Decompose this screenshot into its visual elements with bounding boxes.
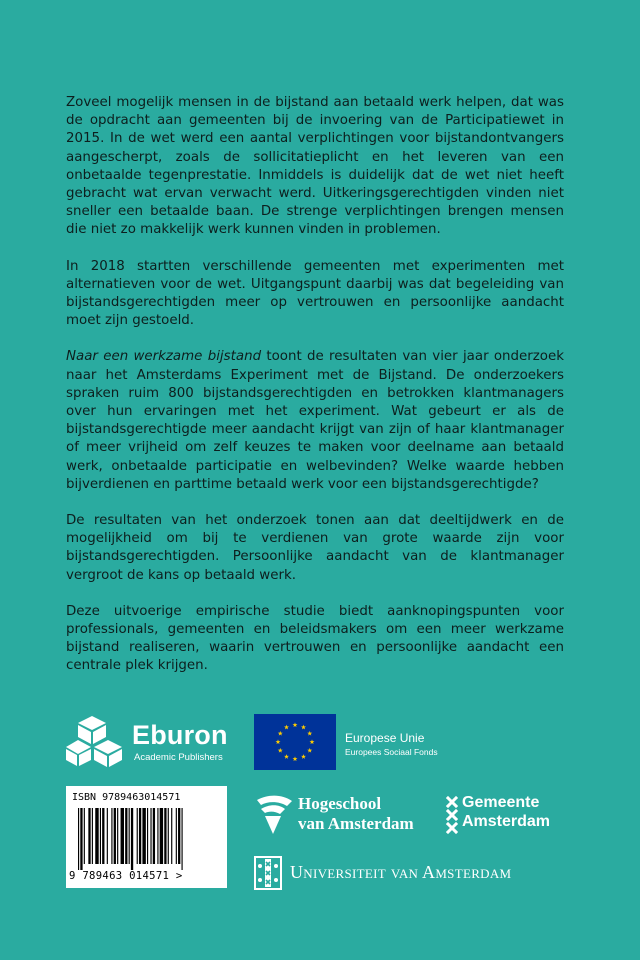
xxx-crosses-icon (446, 796, 458, 834)
barcode-bar (137, 808, 138, 864)
barcode-bar (125, 808, 127, 864)
barcode-bars (72, 808, 222, 870)
eburon-logo (66, 714, 236, 770)
uva-name: Universiteit van Amsterdam (290, 862, 512, 882)
eu-star-icon (284, 754, 289, 759)
eu-flag-icon (254, 714, 336, 770)
book-title: Naar een werkzame bijstand (66, 349, 262, 365)
barcode-bar (168, 808, 169, 864)
barcode-bar (157, 808, 158, 864)
barcode-bar (176, 808, 177, 864)
paragraph-5: Deze uitvoerige empirische studie biedt aanknopingspunten voor professionals, gemeenten en beleidsmakers om een meer werkzame bijstand realiseren, waarin vertrouwen en persoonlijke aandacht een centrale plek krijgen. (66, 603, 564, 674)
eu-name: Europese Unie (345, 731, 425, 745)
barcode-bar (160, 808, 163, 864)
back-cover-text (66, 94, 564, 694)
paragraph-2: In 2018 startten verschillende gemeenten met experimenten met alternatieven voor de wet. Uitgangspunt daarbij was dat begeleiding van bijstandsgerechtigden meer op vertrouwen en persoonlijke aandacht moet zijn gestoeld. (66, 258, 564, 329)
eu-star-icon (307, 748, 312, 753)
barcode-bar (114, 808, 116, 864)
eu-star-icon (307, 731, 312, 736)
eu-star-icon (310, 739, 315, 744)
barcode-bar (117, 808, 118, 864)
barcode-bar (88, 808, 90, 864)
barcode-bar (84, 808, 85, 864)
gemeente-line1: Gemeente (462, 794, 540, 811)
eburon-subtitle: Academic Publishers (134, 752, 223, 763)
eburon-cubes-icon (66, 714, 126, 768)
barcode-bar (142, 808, 145, 864)
eu-star-icon (293, 722, 298, 727)
barcode-bar (164, 808, 166, 864)
eu-fund: Europees Sociaal Fonds (345, 747, 438, 757)
barcode-bar (153, 808, 155, 864)
eu-logo (254, 714, 464, 770)
eu-star-icon (301, 754, 306, 759)
hva-logo (254, 794, 444, 838)
barcode-bar (92, 808, 93, 864)
barcode-bar (80, 808, 82, 870)
hva-line1: Hogeschool (298, 794, 382, 813)
barcode-bar (131, 808, 133, 870)
paragraph-1: Zoveel mogelijk mensen in de bijstand aan betaald werk helpen, dat was de opdracht aan gemeenten bij de invoering van de Participatiewet in 2015. In de wet werd een aantal verplichtingen voor bijstandontvangers aangescherpt, zoals de sollicitatieplicht en het leveren van een onbetaalde tegenprestatie. Inmiddels is duidelijk dat de wet niet heeft gebracht wat ervan verwacht werd. Uitkeringsgerechtigden vinden niet sneller een betaalde baan. De strenge verplichtingen brengen mensen die niet zo makkelijk werk kunnen vinden in problemen. (66, 95, 564, 238)
uva-logo (254, 856, 564, 892)
eu-star-icon (301, 725, 306, 730)
eburon-name: Eburon (132, 720, 228, 750)
barcode-bar (139, 808, 141, 864)
eu-star-icon (276, 739, 281, 744)
paragraph-4: De resultaten van het onderzoek tonen aan dat deeltijdwerk en de mogelijkheid om bij te verdienen van grote waarde zijn voor bijstandsgerechtigden. Persoonlijke aandacht van de klantmanager vergroot de kans op betaald werk. (66, 513, 564, 583)
barcode-bar (102, 808, 104, 864)
barcode-bar (182, 808, 183, 870)
barcode-bar (95, 808, 98, 864)
uva-shield-icon (254, 856, 282, 890)
gemeente-line2: Amsterdam (462, 813, 551, 830)
eu-star-icon (284, 725, 289, 730)
barcode-bar (100, 808, 101, 864)
barcode-bar (178, 808, 180, 864)
paragraph-3 (66, 348, 564, 494)
hva-mark-icon (254, 794, 294, 838)
barcode-bar (78, 808, 79, 870)
paragraph-3-rest: toont de resultaten van vier jaar onderzoek naar het Amsterdams Experiment met de Bijstand. De onderzoekers spraken ruim 800 bijstandsgerechtigden en betrokken klantmanagers over hun ervaringen met het experiment. Wat gebeurt er als de bijstandsgerechtigde meer aandacht krijgt van zijn of haar klantmanager of meer vrijheid om zelf keuzes te maken voor deelname aan betaald werk, onbetaalde participatie en welbevinden? Welke waarde hebben bijverdienen en parttime betaald werk voor een bijstandsgerechtigde? (66, 349, 564, 492)
eu-star-icon (278, 731, 283, 736)
barcode-bar (171, 808, 172, 864)
isbn-label: ISBN 9789463014571 (72, 792, 181, 803)
barcode-bar (121, 808, 124, 864)
barcode-digits: 9 789463 014571 > (69, 870, 183, 882)
gemeente-logo (446, 794, 566, 838)
barcode-bar (147, 808, 148, 864)
eu-star-icon (293, 756, 298, 761)
barcode-bar (111, 808, 112, 864)
barcode-bar (107, 808, 108, 864)
isbn-barcode (66, 786, 227, 888)
hva-line2: van Amsterdam (298, 814, 414, 833)
barcode-bar (129, 808, 130, 864)
eu-star-icon (278, 748, 283, 753)
barcode-bar (150, 808, 151, 864)
